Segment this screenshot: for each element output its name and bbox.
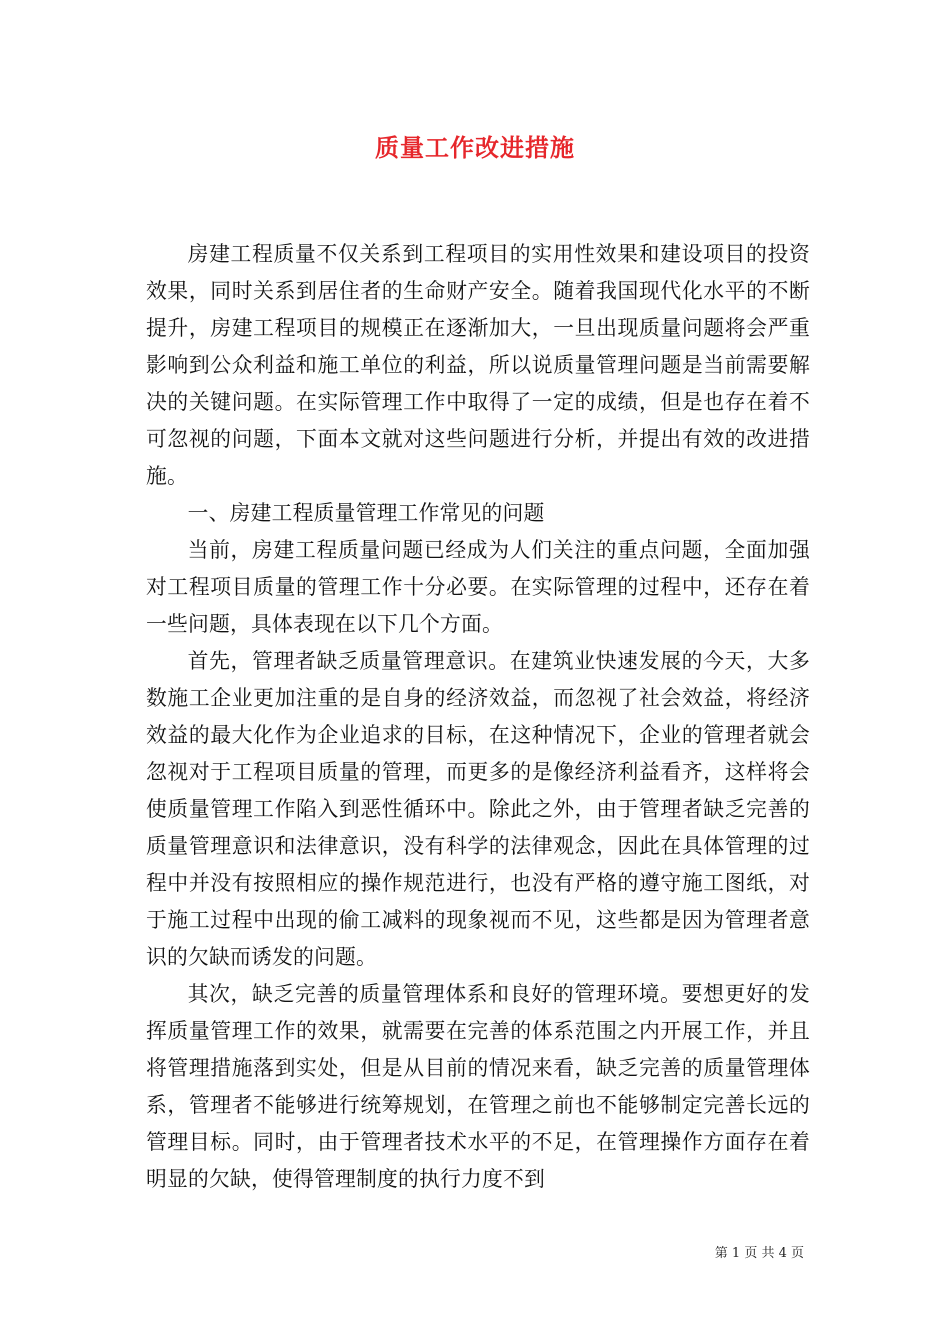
intro-paragraph: 房建工程质量不仅关系到工程项目的实用性效果和建设项目的投资效果，同时关系到居住者的生命财产安全。随着我国现代化水平的不断提升，房建工程项目的规模正在逐渐加大，一旦出现质量问题将会严重影响到公众利益和施工单位的利益，所以说质量管理问题是当前需要解决的关键问题。在实际管理工作中取得了一定的成绩，但是也存在着不可忽视的问题，下面本文就对这些问题进行分析，并提出有效的改进措施。 <box>146 242 810 488</box>
document-title: 质量工作改进措施 <box>375 133 575 162</box>
body-paragraph: 其次，缺乏完善的质量管理体系和良好的管理环境。要想更好的发挥质量管理工作的效果，就需要在完善的体系范围之内开展工作，并且将管理措施落到实处，但是从目前的情况来看，缺乏完善的质量管理体系，管理者不能够进行统筹规划，在管理之前也不能够制定完善长远的管理目标。同时，由于管理者技术水平的不足，在管理操作方面存在着明显的欠缺，使得管理制度的执行力度不到 <box>146 982 810 1191</box>
body-paragraph: 首先，管理者缺乏质量管理意识。在建筑业快速发展的今天，大多数施工企业更加注重的是自身的经济效益，而忽视了社会效益，将经济效益的最大化作为企业追求的目标，在这种情况下，企业的管理者就会忽视对于工程项目质量的管理，而更多的是像经济利益看齐，这样将会使质量管理工作陷入到恶性循环中。除此之外，由于管理者缺乏完善的质量管理意识和法律意识，没有科学的法律观念，因此在具体管理的过程中并没有按照相应的操作规范进行，也没有严格的遵守施工图纸，对于施工过程中出现的偷工减料的现象视而不见，这些都是因为管理者意识的欠缺而诱发的问题。 <box>146 649 810 969</box>
body-paragraph: 当前，房建工程质量问题已经成为人们关注的重点问题，全面加强对工程项目质量的管理工作十分必要。在实际管理的过程中，还存在着一些问题，具体表现在以下几个方面。 <box>146 538 810 636</box>
section-heading: 一、房建工程质量管理工作常见的问题 <box>187 501 545 525</box>
page-number-footer: 第 1 页 共 4 页 <box>714 1246 804 1261</box>
document-body <box>146 236 810 1198</box>
